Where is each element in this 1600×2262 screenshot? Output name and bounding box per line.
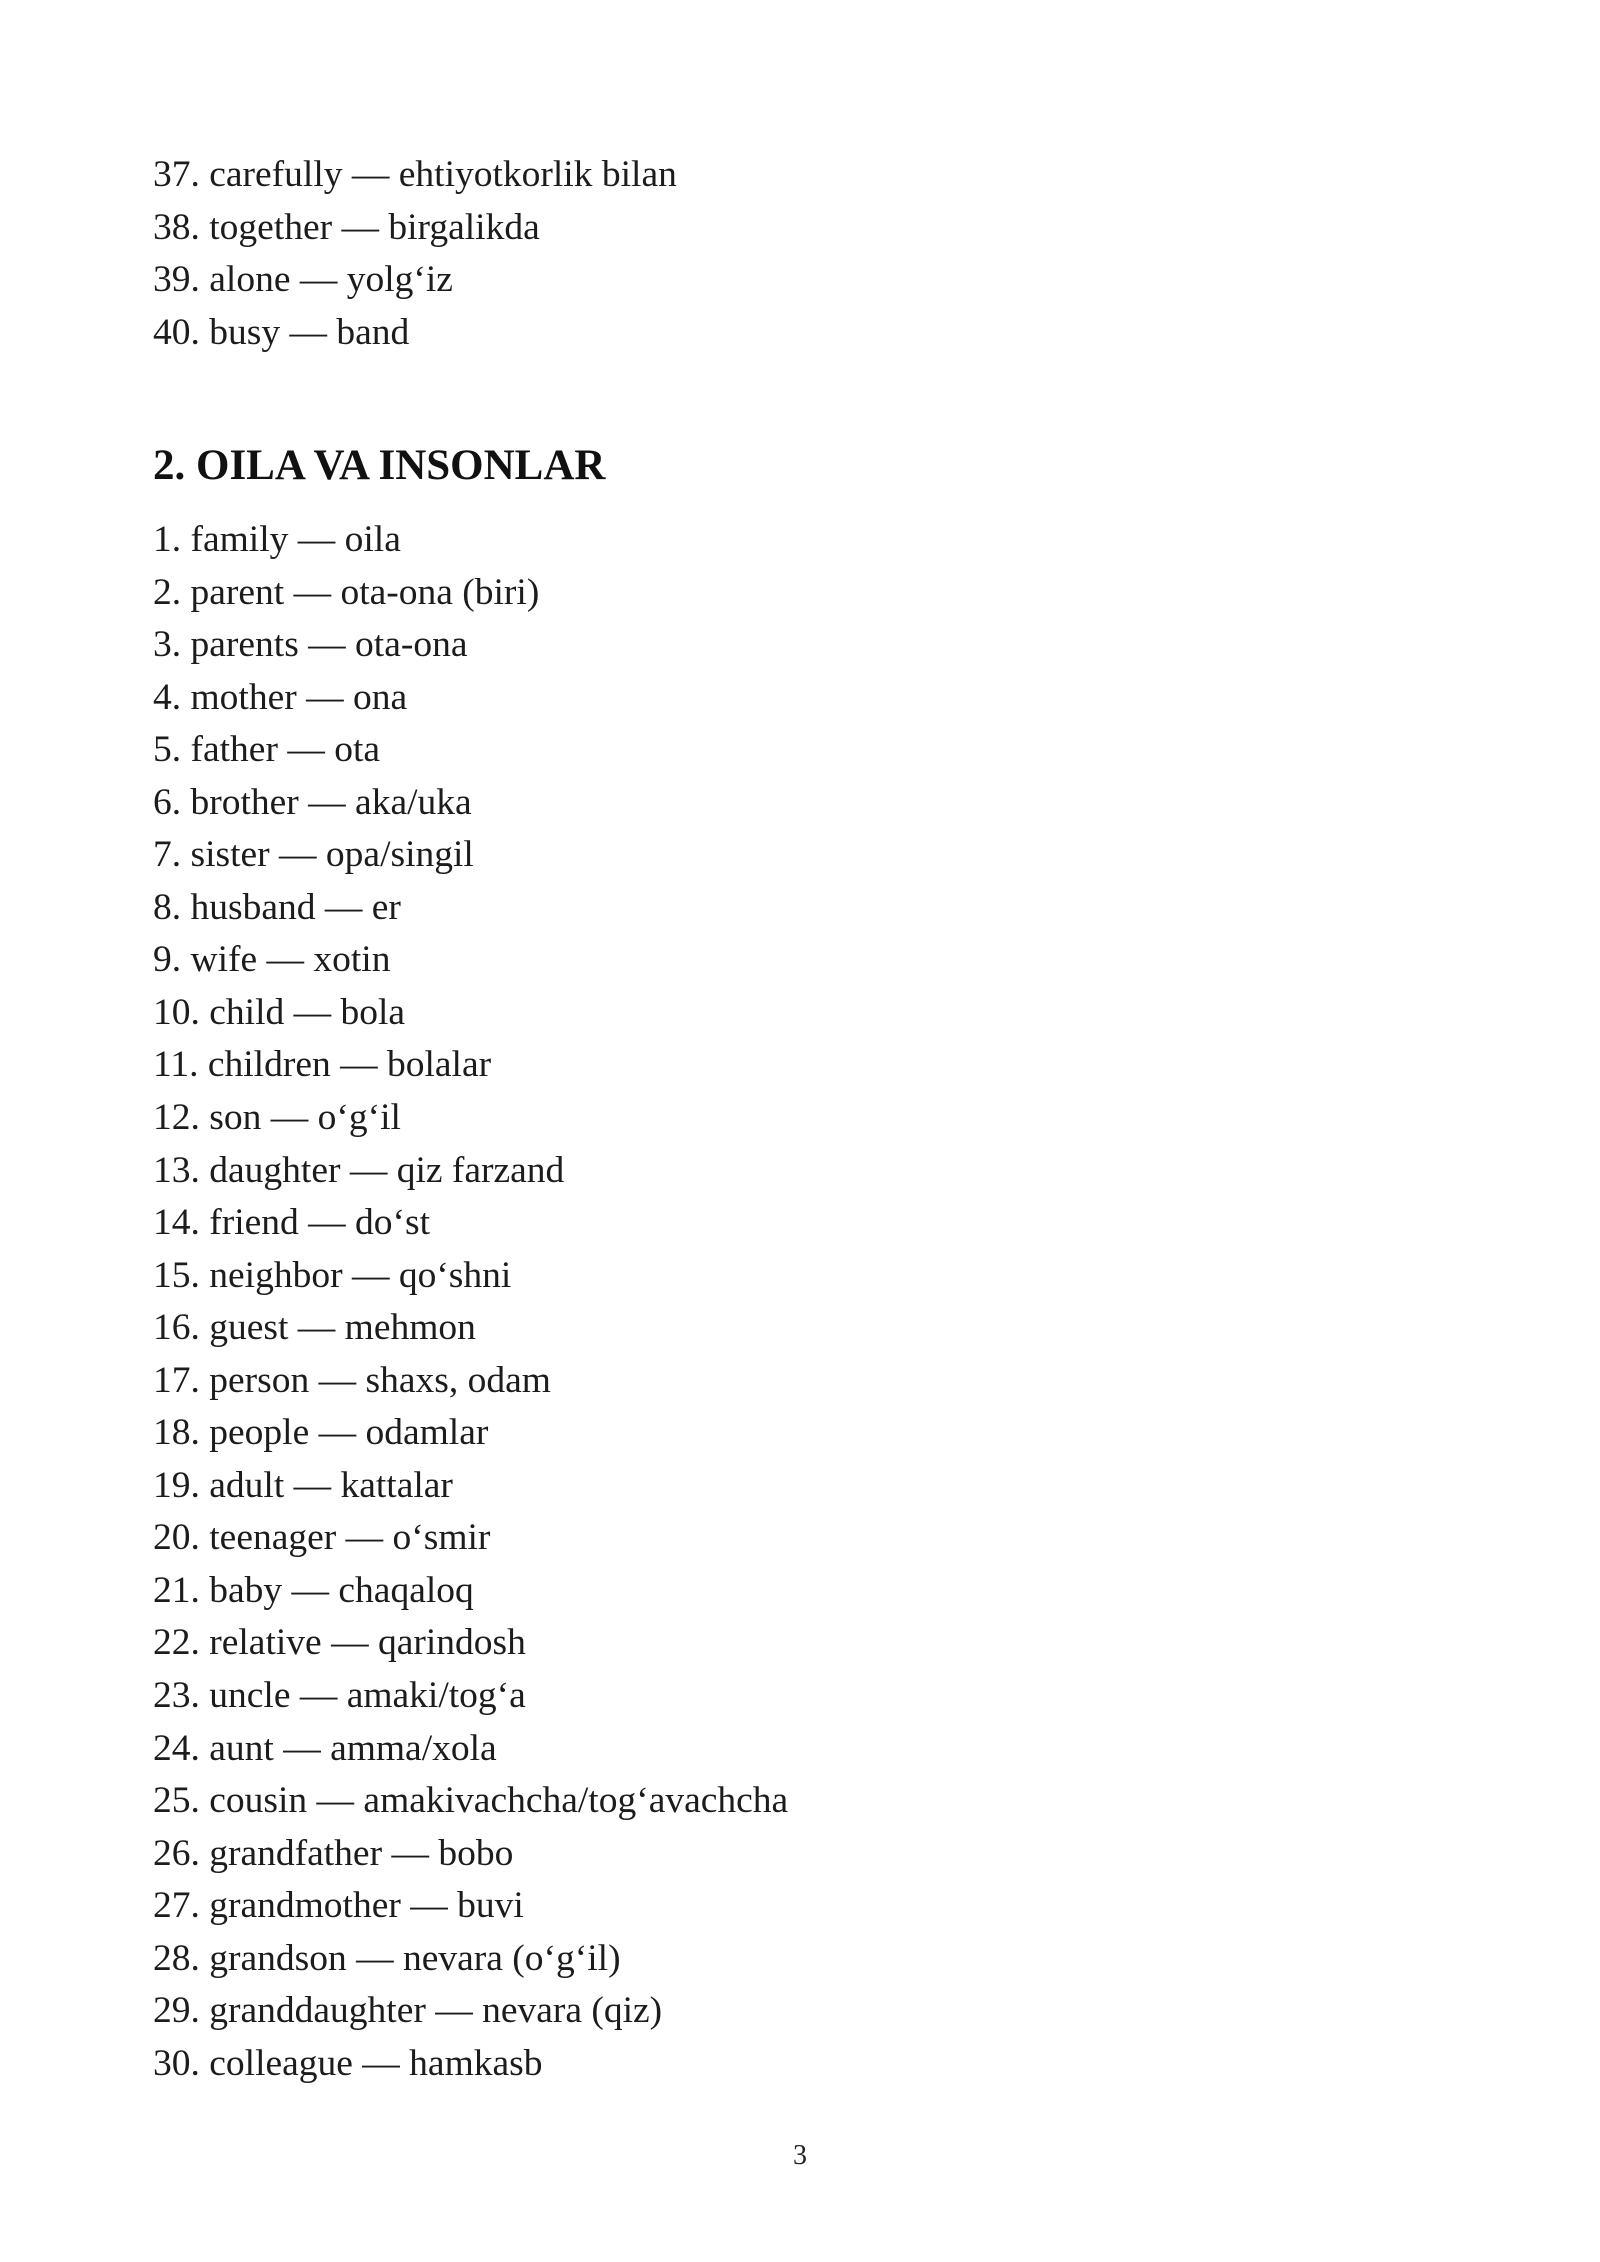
entry-translation: shaxs, odam bbox=[365, 1359, 551, 1401]
entry-translation: kattalar bbox=[340, 1464, 453, 1506]
entry-term: friend bbox=[209, 1202, 299, 1244]
vocab-entry bbox=[153, 1933, 788, 1986]
vocab-entry bbox=[153, 202, 677, 255]
entry-number: 2. bbox=[153, 571, 182, 613]
entry-translation: nevara (qiz) bbox=[482, 1990, 663, 2032]
vocab-entry bbox=[153, 1512, 788, 1565]
entry-number: 22. bbox=[153, 1622, 200, 1664]
entry-term: guest bbox=[209, 1307, 289, 1349]
entry-separator: — bbox=[341, 206, 379, 248]
vocab-entry bbox=[153, 1250, 788, 1303]
entry-number: 11. bbox=[153, 1044, 199, 1086]
entry-number: 10. bbox=[153, 991, 200, 1033]
entry-translation: bobo bbox=[438, 1832, 514, 1874]
entry-translation: chaqaloq bbox=[338, 1569, 474, 1611]
vocab-entry bbox=[153, 1302, 788, 1355]
entry-number: 7. bbox=[153, 834, 182, 876]
vocab-entry bbox=[153, 2038, 788, 2091]
entry-separator: — bbox=[297, 1307, 336, 1349]
entry-separator: — bbox=[351, 1254, 390, 1296]
entry-term: grandmother bbox=[209, 1885, 401, 1927]
entry-translation: bolalar bbox=[386, 1044, 492, 1086]
entry-term: teenager bbox=[209, 1517, 337, 1559]
entry-translation: opa/singil bbox=[325, 834, 474, 876]
entry-number: 3. bbox=[153, 624, 182, 666]
entry-separator: — bbox=[318, 1412, 357, 1454]
entry-translation: ota bbox=[334, 729, 381, 771]
vocab-entry bbox=[153, 1985, 788, 2038]
entry-term: children bbox=[207, 1044, 331, 1086]
entry-separator: — bbox=[270, 1097, 309, 1139]
entry-term: wife bbox=[190, 939, 258, 981]
entry-number: 17. bbox=[153, 1359, 200, 1401]
entry-term: grandson bbox=[209, 1937, 347, 1979]
vocab-entry bbox=[153, 619, 788, 672]
vocab-entry bbox=[153, 1355, 788, 1408]
entry-separator: — bbox=[266, 939, 305, 981]
entry-term: family bbox=[190, 519, 289, 560]
entry-separator: — bbox=[293, 571, 332, 613]
entry-translation: qiz farzand bbox=[396, 1149, 565, 1191]
entry-separator: — bbox=[410, 1885, 448, 1927]
vocab-entry bbox=[153, 1828, 788, 1881]
entry-term: husband bbox=[190, 886, 316, 928]
entry-translation: amakivachcha/tog‘avachcha bbox=[363, 1780, 789, 1822]
entry-term: brother bbox=[190, 781, 299, 823]
entry-translation: bola bbox=[340, 991, 406, 1033]
entry-term: colleague bbox=[209, 2042, 353, 2084]
entry-separator: — bbox=[297, 519, 336, 560]
vocab-entry bbox=[153, 1670, 788, 1723]
entry-number: 19. bbox=[153, 1464, 200, 1506]
entry-translation: amaki/tog‘a bbox=[346, 1675, 526, 1717]
vocab-entry bbox=[153, 1460, 788, 1513]
vocab-entry bbox=[153, 149, 677, 202]
entry-separator: — bbox=[308, 624, 346, 666]
section-vocab-list bbox=[153, 514, 788, 2090]
entry-number: 9. bbox=[153, 939, 182, 981]
entry-translation: o‘smir bbox=[392, 1517, 491, 1559]
entry-term: relative bbox=[209, 1622, 322, 1664]
vocab-entry bbox=[153, 1092, 788, 1145]
entry-separator: — bbox=[287, 729, 325, 771]
entry-number: 14. bbox=[153, 1202, 200, 1244]
entry-term: grandfather bbox=[209, 1832, 383, 1874]
entry-separator: — bbox=[289, 311, 327, 353]
entry-number: 29. bbox=[153, 1990, 200, 2032]
vocab-entry bbox=[153, 1617, 788, 1670]
entry-translation: amma/xola bbox=[330, 1727, 497, 1769]
entry-term: carefully bbox=[209, 154, 343, 195]
entry-translation: ota-ona (biri) bbox=[340, 571, 540, 613]
entry-translation: qo‘shni bbox=[398, 1254, 512, 1296]
entry-separator: — bbox=[293, 991, 332, 1033]
entry-translation: hamkasb bbox=[409, 2042, 543, 2084]
entry-term: son bbox=[209, 1097, 262, 1139]
vocab-entry bbox=[153, 1145, 788, 1198]
entry-number: 39. bbox=[153, 259, 200, 301]
entry-number: 5. bbox=[153, 729, 182, 771]
entry-translation: birgalikda bbox=[388, 206, 540, 248]
entry-separator: — bbox=[306, 676, 344, 718]
entry-translation: er bbox=[371, 886, 401, 928]
entry-number: 28. bbox=[153, 1937, 200, 1979]
entry-term: uncle bbox=[209, 1675, 291, 1717]
vocab-entry bbox=[153, 254, 677, 307]
page-number: 3 bbox=[793, 2140, 807, 2171]
entry-number: 18. bbox=[153, 1412, 200, 1454]
vocab-entry bbox=[153, 1407, 788, 1460]
entry-separator: — bbox=[331, 1622, 369, 1664]
entry-translation: odamlar bbox=[365, 1412, 489, 1454]
entry-term: granddaughter bbox=[209, 1990, 426, 2032]
entry-translation: band bbox=[336, 311, 410, 353]
entry-term: sister bbox=[190, 834, 270, 876]
vocab-entry bbox=[153, 514, 788, 567]
vocab-entry bbox=[153, 1880, 788, 1933]
entry-separator: — bbox=[324, 886, 363, 928]
entry-term: child bbox=[209, 991, 285, 1033]
entry-separator: — bbox=[318, 1359, 357, 1401]
entry-translation: oila bbox=[344, 519, 401, 560]
entry-number: 40. bbox=[153, 311, 200, 353]
entry-number: 25. bbox=[153, 1780, 200, 1822]
entry-separator: — bbox=[435, 1990, 473, 2032]
vocab-entry bbox=[153, 777, 788, 830]
entry-separator: — bbox=[340, 1044, 378, 1086]
entry-translation: mehmon bbox=[344, 1307, 476, 1349]
entry-term: daughter bbox=[209, 1149, 341, 1191]
entry-number: 6. bbox=[153, 781, 182, 823]
vocab-entry bbox=[153, 307, 677, 360]
entry-number: 15. bbox=[153, 1254, 200, 1296]
entry-number: 30. bbox=[153, 2042, 200, 2084]
entry-term: aunt bbox=[209, 1727, 274, 1769]
entry-number: 8. bbox=[153, 886, 182, 928]
entry-term: adult bbox=[209, 1464, 285, 1506]
vocab-entry bbox=[153, 882, 788, 935]
entry-translation: nevara (o‘g‘il) bbox=[402, 1937, 621, 1979]
entry-number: 24. bbox=[153, 1727, 200, 1769]
section-heading: 2. OILA VA INSONLAR bbox=[153, 442, 606, 489]
entry-separator: — bbox=[308, 1202, 346, 1244]
entry-term: alone bbox=[209, 259, 291, 301]
entry-separator: — bbox=[362, 2042, 400, 2084]
vocab-entry bbox=[153, 724, 788, 777]
entry-separator: — bbox=[279, 834, 317, 876]
vocab-entry bbox=[153, 934, 788, 987]
entry-separator: — bbox=[293, 1464, 332, 1506]
entry-translation: yolg‘iz bbox=[346, 259, 453, 301]
entry-translation: o‘g‘il bbox=[317, 1097, 401, 1139]
entry-translation: ota-ona bbox=[355, 624, 468, 666]
entry-number: 23. bbox=[153, 1675, 200, 1717]
entry-separator: — bbox=[391, 1832, 429, 1874]
entry-separator: — bbox=[351, 154, 390, 195]
entry-separator: — bbox=[291, 1569, 330, 1611]
entry-term: mother bbox=[190, 676, 297, 718]
entry-number: 27. bbox=[153, 1885, 200, 1927]
vocab-entry bbox=[153, 1039, 788, 1092]
entry-term: father bbox=[190, 729, 278, 771]
entry-separator: — bbox=[316, 1780, 355, 1822]
vocab-entry bbox=[153, 1775, 788, 1828]
entry-separator: — bbox=[308, 781, 346, 823]
entry-number: 16. bbox=[153, 1307, 200, 1349]
entry-separator: — bbox=[299, 259, 338, 301]
vocab-entry bbox=[153, 987, 788, 1040]
entry-translation: xotin bbox=[313, 939, 391, 981]
entry-separator: — bbox=[356, 1937, 394, 1979]
vocab-entry bbox=[153, 829, 788, 882]
vocab-entry bbox=[153, 567, 788, 620]
entry-term: parent bbox=[190, 571, 285, 613]
previous-section-vocab-list bbox=[153, 149, 677, 359]
entry-term: neighbor bbox=[209, 1254, 343, 1296]
entry-separator: — bbox=[345, 1517, 384, 1559]
entry-number: 38. bbox=[153, 206, 200, 248]
entry-term: parents bbox=[190, 624, 299, 666]
entry-number: 4. bbox=[153, 676, 182, 718]
vocab-entry bbox=[153, 1723, 788, 1776]
entry-number: 12. bbox=[153, 1097, 200, 1139]
entry-translation: ehtiyotkorlik bilan bbox=[398, 154, 677, 195]
entry-translation: do‘st bbox=[355, 1202, 431, 1244]
entry-number: 37. bbox=[153, 154, 200, 195]
entry-term: person bbox=[209, 1359, 310, 1401]
vocab-entry bbox=[153, 1197, 788, 1250]
entry-number: 26. bbox=[153, 1832, 200, 1874]
entry-separator: — bbox=[349, 1149, 388, 1191]
entry-translation: aka/uka bbox=[355, 781, 472, 823]
entry-translation: buvi bbox=[457, 1885, 524, 1927]
vocab-entry bbox=[153, 672, 788, 725]
entry-term: baby bbox=[209, 1569, 283, 1611]
entry-separator: — bbox=[299, 1675, 338, 1717]
entry-translation: qarindosh bbox=[377, 1622, 526, 1664]
entry-term: people bbox=[209, 1412, 310, 1454]
entry-translation: ona bbox=[352, 676, 408, 718]
entry-term: together bbox=[209, 206, 333, 248]
entry-number: 13. bbox=[153, 1149, 200, 1191]
entry-number: 20. bbox=[153, 1517, 200, 1559]
entry-term: busy bbox=[209, 311, 281, 353]
vocab-entry bbox=[153, 1565, 788, 1618]
entry-number: 21. bbox=[153, 1569, 200, 1611]
entry-separator: — bbox=[283, 1727, 321, 1769]
entry-number: 1. bbox=[153, 519, 182, 560]
entry-term: cousin bbox=[209, 1780, 308, 1822]
